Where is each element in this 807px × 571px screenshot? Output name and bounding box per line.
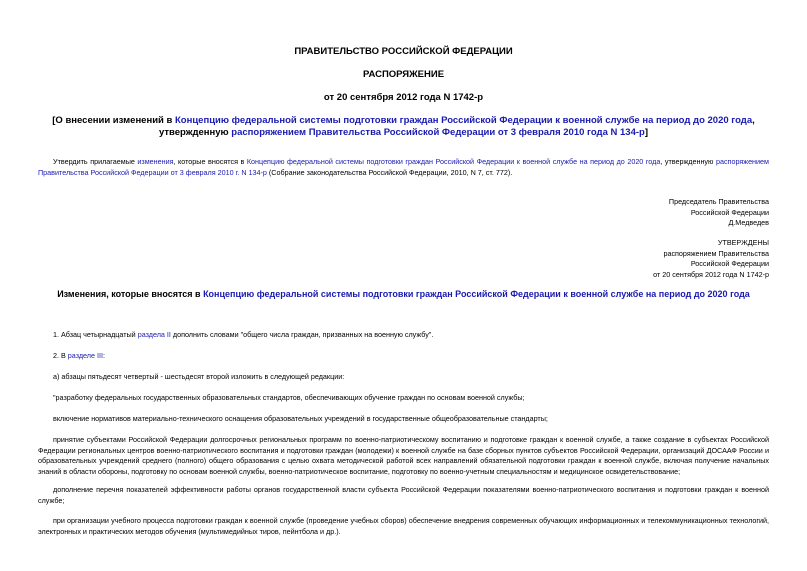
title-text-2: , утвержденную [159,115,755,138]
document-title [30,115,777,139]
approved-by: распоряжением Правительства [663,248,769,258]
item-6: принятие субъектами Российской Федерации долгосрочных региональных программ по военно-патриотическому воспитанию и подготовке граждан к военной службе, а также создание в субъектах Российской Федерации региональных центров военно-патриотического воспитания и подготовки граждан (молодежи) к военной службе на базе сборных пунктов субъектов Российской Федерации, организаций ДОСААФ России и образовательных учреждений среднего (полного) общего образования с целью охвата методической работой всех направлений обязательной подготовки граждан к военной службе, включая получение начальных знаний в области обороны, подготовку по основам военной службы, военно-патриотическое воспитание, подготовку по военно-учетным специальностям и медицинское освидетельствование; [38,435,769,476]
approved-country: Российской Федерации [690,259,769,268]
intro-order-link[interactable]: распоряжением Правительства Российской Федерации от 3 февраля 2010 г. N 134-р [38,157,769,177]
item-1-text-b: дополнить словами "общего числа граждан, призванных на военную службу". [170,330,434,339]
changes-heading-text: Изменения, которые вносятся в [57,289,204,299]
title-text-3: ] [644,127,648,138]
title-text-1: [О внесении изменений в [52,115,175,126]
signature-name: Д.Медведев [728,218,769,227]
item-4: "разработку федеральных государственных образовательных стандартов, обеспечивающих обучение граждан по основам военной службы; [53,393,525,402]
item-8: при организации учебного процесса подготовки граждан к военной службе (проведение учебных сборов) обеспечение внедрения современных обучающих информационных и телекоммуникационных технологий, электронных и практических методов обучения (мультимедийных тиров, пейнтбола и др.). [38,516,769,536]
signature-block [669,197,769,229]
approved-block [653,238,769,280]
intro-text-4: (Собрание законодательства Российской Федерации, 2010, N 7, ст. 772). [266,167,513,177]
approved-date: от 20 сентября 2012 года N 1742-р [653,269,769,279]
intro-text-3: , утвержденную [660,157,716,166]
approved-label: УТВЕРЖДЕНЫ [717,238,769,247]
intro-paragraph [38,157,769,178]
item-1-text-a: 1. Абзац четырнадцатый [53,330,138,339]
intro-text-1: Утвердить прилагаемые [53,157,138,166]
item-2-text-b: : [102,351,105,360]
date-number-heading: от 20 сентября 2012 года N 1742-р [323,92,484,103]
order-134-link[interactable]: распоряжением Правительства Российской Федерации от 3 февраля 2010 года N 134-р [231,127,645,138]
changes-heading [0,289,807,299]
changes-concept-link[interactable]: Концепцию федеральной системы подготовки граждан Российской Федерации к военной службе на период до 2020 года [203,289,750,299]
signature-position: Председатель Правительства [668,197,769,206]
intro-concept-link[interactable]: Концепцию федеральной системы подготовки граждан Российской Федерации к военной службе на период до 2020 года [246,157,661,166]
item-2-text-a: 2. В [53,351,68,360]
signature-country: Российской Федерации [690,207,769,217]
doc-type-heading: РАСПОРЯЖЕНИЕ [362,69,445,80]
item-7: дополнение перечня показателей эффективности работы органов государственной власти субъекта Российской Федерации показателями военно-патриотического воспитания и подготовки граждан к военной службе; [38,485,769,505]
section-3-link[interactable]: разделе III [67,351,103,360]
item-3: а) абзацы пятьдесят четвертый - шестьдесят второй изложить в следующей редакции: [53,372,345,381]
changes-link[interactable]: изменения [137,157,174,166]
item-5: включение нормативов материально-технического оснащения образовательных учреждений в государственные общеобразовательные стандарты; [53,414,548,423]
section-2-link[interactable]: раздела II [137,330,171,339]
intro-text-2: , которые вносятся в [173,157,247,166]
item-2 [38,351,769,362]
item-1 [38,330,769,341]
government-heading: ПРАВИТЕЛЬСТВО РОССИЙСКОЙ ФЕДЕРАЦИИ [294,46,513,57]
concept-link[interactable]: Концепцию федеральной системы подготовки граждан Российской Федерации к военной службе на период до 2020 года [175,115,753,126]
